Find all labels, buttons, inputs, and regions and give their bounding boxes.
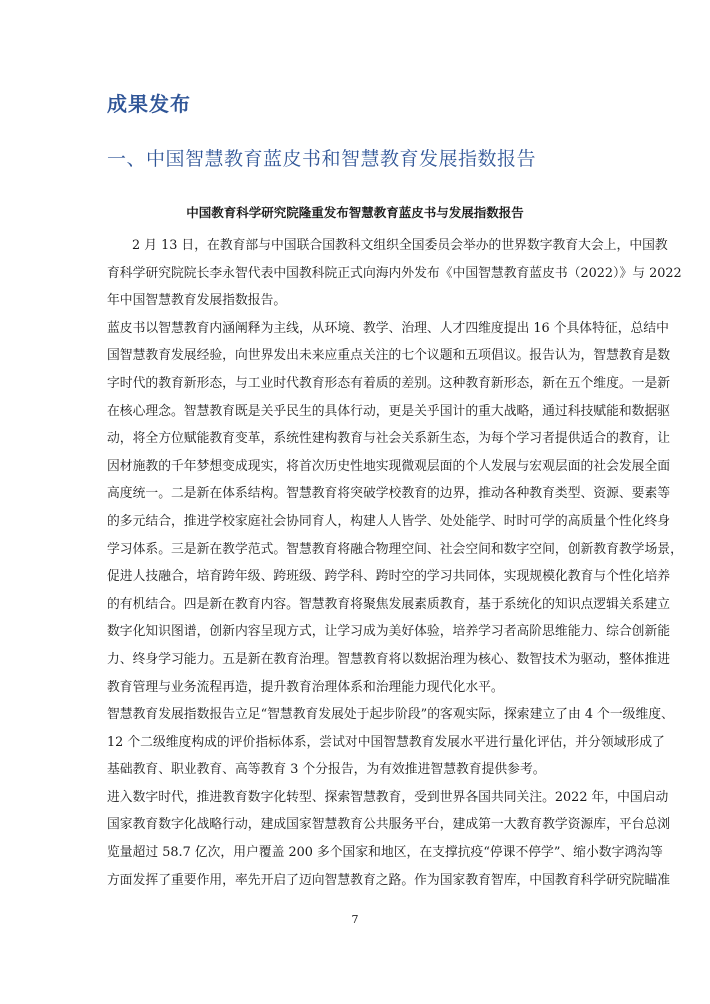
article-title: 中国教育科学研究院隆重发布智慧教育蓝皮书与发展指数报告 xyxy=(186,205,524,220)
text-line: 字时代的教育新形态，与工业时代教育形态有着质的差别。这种教育新形态，新在五个维度。一是新 xyxy=(107,375,671,391)
text-line: 览量超过 58.7 亿次，用户覆盖 200 多个国家和地区，在支撑抗疫“停课不停学”、缩小数字鸿沟等 xyxy=(107,845,663,861)
text-line: 进入数字时代，推进教育数字化转型、探索智慧教育，受到世界各国共同关注。2022 年，中国启动 xyxy=(107,789,669,805)
article-body xyxy=(107,232,683,894)
text-line: 蓝皮书以智慧教育内涵阐释为主线，从环境、教学、治理、人才四维度提出 16 个具体特征，总结中 xyxy=(107,320,669,336)
text-line: 国家教育数字化战略行动，建成国家智慧教育公共服务平台，建成第一大教育教学资源库，平台总浏 xyxy=(107,817,671,833)
text-line: 基础教育、职业教育、高等教育 3 个分报告，为有效推进智慧教育提供参考。 xyxy=(107,762,546,778)
text-line: 力、终身学习能力。五是新在教育治理。智慧教育将以数据治理为核心、数智技术为驱动，整体推进 xyxy=(107,651,671,667)
text-line: 的多元结合，推进学校家庭社会协同育人，构建人人皆学、处处能学、时时可学的高质量个性化终身 xyxy=(107,513,671,529)
text-line: 方面发挥了重要作用，率先开启了迈向智慧教育之路。作为国家教育智库，中国教育科学研究院瞄准 xyxy=(107,872,671,888)
text-line: 数字化知识图谱，创新内容呈现方式，让学习成为美好体验，培养学习者高阶思维能力、综合创新能 xyxy=(107,624,671,640)
text-line: 在核心理念。智慧教育既是关乎民生的具体行动，更是关乎国计的重大战略，通过科技赋能和数据驱 xyxy=(107,403,671,419)
text-line: 2 月 13 日，在教育部与中国联合国教科文组织全国委员会举办的世界数字教育大会上，中国教 xyxy=(132,238,668,253)
sub-title: 一、中国智慧教育蓝皮书和智慧教育发展指数报告 xyxy=(107,148,537,170)
text-line: 国智慧教育发展经验，向世界发出未来应重点关注的七个议题和五项倡议。报告认为，智慧教育是数 xyxy=(107,348,671,364)
text-line: 教育管理与业务流程再造，提升教育治理体系和治理能力现代化水平。 xyxy=(107,679,504,695)
section-title: 成果发布 xyxy=(107,92,191,116)
text-line: 高度统一。二是新在体系结构。智慧教育将突破学校教育的边界，推动各种教育类型、资源、要素等 xyxy=(107,486,671,502)
text-line: 年中国智慧教育发展指数报告。 xyxy=(107,293,287,309)
text-line: 智慧教育发展指数报告立足“智慧教育发展处于起步阶段”的客观实际，探索建立了由 4 个一级维度、 xyxy=(107,707,674,723)
page-number: 7 xyxy=(351,913,359,926)
text-line: 的有机结合。四是新在教育内容。智慧教育将聚焦发展素质教育，基于系统化的知识点逻辑关系建立 xyxy=(107,596,671,612)
text-line: 育科学研究院院长李永智代表中国教科院正式向海内外发布《中国智慧教育蓝皮书（2022）》与 2022 xyxy=(107,265,682,281)
text-line: 12 个二级维度构成的评价指标体系，尝试对中国智慧教育发展水平进行量化评估，并分领域形成了 xyxy=(107,734,665,750)
text-line: 因材施教的千年梦想变成现实，将首次历史性地实现微观层面的个人发展与宏观层面的社会发展全面 xyxy=(107,458,671,474)
text-line: 学习体系。三是新在教学范式。智慧教育将融合物理空间、社会空间和数字空间，创新教育教学场景， xyxy=(107,541,683,557)
text-line: 促进人技融合，培育跨年级、跨班级、跨学科、跨时空的学习共同体，实现规模化教育与个性化培养 xyxy=(107,569,671,585)
text-line: 动，将全方位赋能教育变革，系统性建构教育与社会关系新生态，为每个学习者提供适合的教育，让 xyxy=(107,431,671,447)
